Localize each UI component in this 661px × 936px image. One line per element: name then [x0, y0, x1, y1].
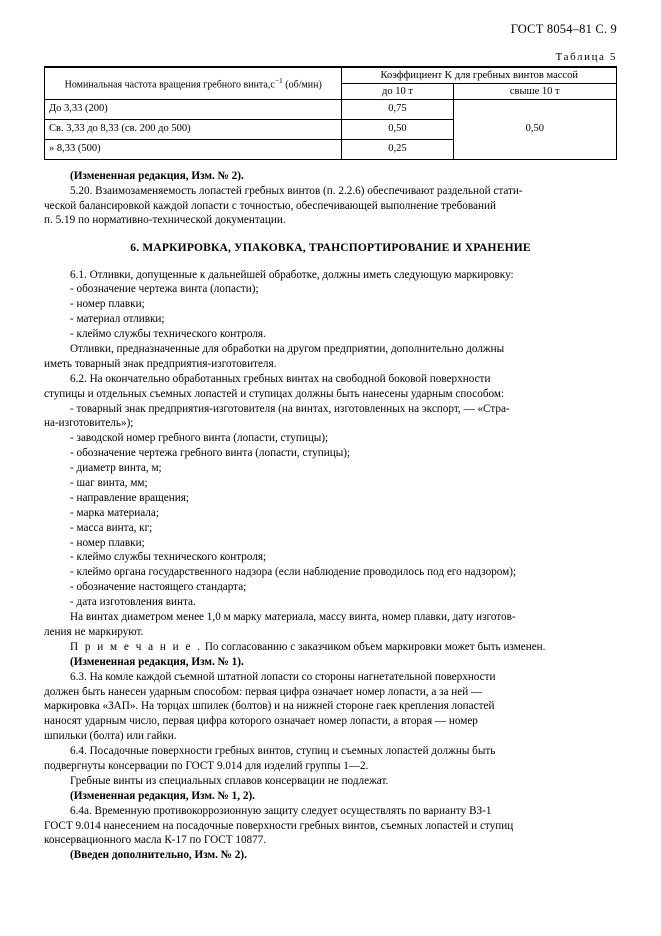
clause-6-4a-line1: 6.4а. Временную противокоррозионную защиту следует осуществлять по варианту ВЗ-1: [70, 804, 492, 817]
note-paragraph: [44, 640, 617, 655]
note-text: По согласованию с заказчиком объем маркировки может быть изменен.: [202, 640, 546, 653]
table-cell-rpm: » 8,33 (500): [45, 139, 342, 159]
table-subheader-over10: свыше 10 т: [453, 84, 616, 100]
section-heading-6: 6. МАРКИРОВКА, УПАКОВКА, ТРАНСПОРТИРОВАНИЕ И ХРАНЕНИЕ: [130, 242, 531, 255]
clause-6-1-tail-line1: Отливки, предназначенные для обработки на другом предприятии, дополнительно должны: [70, 343, 505, 356]
clause-5-20-line2: ческой балансировкой каждой лопасти с точностью, обеспечивающей выполнение требований: [44, 199, 496, 212]
clause-6-3-line3: маркировка «ЗАП». На торцах шпилек (болтов) и на нижней стороне гаек крепления лопастей: [44, 700, 495, 713]
clause-6-2-item-trademark-line1: - товарный знак предприятия-изготовителя (на винтах, изготовленных на экспорт, — «Стра-: [70, 402, 510, 415]
clause-6-2-item: - дата изготовления винта.: [70, 596, 196, 609]
clause-6-2-item: - номер плавки;: [70, 536, 145, 549]
table-cell-k-upto10: 0,75: [342, 100, 453, 120]
clause-6-4a-line3: консервационного масла К-17 по ГОСТ 10877.: [44, 834, 267, 847]
clause-6-4a-line2: ГОСТ 9.014 нанесением на посадочные поверхности гребных винтов, съемных лопастей и ступиц: [44, 819, 514, 832]
introduced-note: (Введен дополнительно, Изм. № 2).: [70, 849, 247, 862]
table-cell-rpm: До 3,33 (200): [45, 100, 342, 120]
clause-6-2-tail-line2: ления не маркируют.: [44, 625, 144, 638]
note-label: П р и м е ч а н и е .: [70, 640, 203, 653]
table-cell-rpm: Св. 3,33 до 8,33 (св. 200 до 500): [45, 119, 342, 139]
table-cell-k-upto10: 0,50: [342, 119, 453, 139]
page-number: С. 9: [595, 22, 617, 36]
clause-6-2-tail-line1: На винтах диаметром менее 1,0 м марку материала, массу винта, номер плавки, дату изготов-: [70, 611, 516, 624]
clause-6-4-line1: 6.4. Посадочные поверхности гребных винтов, ступиц и съемных лопастей должны быть: [70, 745, 496, 758]
clause-6-2-line2: ступицы и отдельных съемных лопастей и ступицах должны быть нанесены ударным способом:: [44, 387, 505, 400]
table-caption: Таблица 5: [555, 51, 617, 63]
table-header-rpm: Номинальная частота вращения гребного $винта,с^{-1}$ (об/мин): [45, 67, 342, 100]
table-cell-k-over10: 0,50: [453, 100, 616, 160]
table-subheader-upto10: до 10 т: [342, 84, 453, 100]
clause-6-4-line2: подвергнуты консервации по ГОСТ 9.014 для изделий группы 1—2.: [44, 759, 369, 772]
table-header-coefficient: Коэффициент K для гребных винтов массой: [342, 67, 617, 84]
standard-number: ГОСТ 8054–81: [510, 22, 593, 36]
clause-6-2-item: - направление вращения;: [70, 491, 189, 504]
coefficient-table: [44, 66, 617, 160]
clause-6-1-item: - номер плавки;: [70, 298, 145, 311]
clause-6-3-line4: наносят ударным число, первая цифра которого означает номер лопасти, а вторая — номер: [44, 715, 478, 728]
clause-6-2-item: - масса винта, кг;: [70, 521, 153, 534]
page-header: [44, 22, 617, 37]
clause-6-1-tail-line2: иметь товарный знак предприятия-изготовителя.: [44, 357, 277, 370]
table-header-row: [45, 67, 617, 84]
superscript: −1: [274, 76, 283, 86]
table-cell-k-upto10: 0,25: [342, 139, 453, 159]
clause-5-20-line3: п. 5.19 по нормативно-технической документации.: [44, 214, 286, 227]
clause-6-2-item: - обозначение чертежа гребного винта (лопасти, ступицы);: [70, 447, 351, 460]
clause-6-2-line1: 6.2. На окончательно обработанных гребных винтах на свободной боковой поверхности: [70, 372, 491, 385]
revision-note: (Измененная редакция, Изм. № 1).: [70, 655, 244, 668]
revision-note: (Измененная редакция, Изм. № 2).: [70, 169, 244, 182]
clause-6-3-line2: должен быть нанесен ударным способом: первая цифра означает номер лопасти, а за ней —: [44, 685, 483, 698]
clause-6-2-item: - шаг винта, мм;: [70, 477, 148, 490]
revision-note: (Измененная редакция, Изм. № 1, 2).: [70, 789, 255, 802]
clause-6-1-item: - материал отливки;: [70, 313, 165, 326]
document-body: [44, 169, 617, 863]
clause-6-4-line3: Гребные винты из специальных сплавов консервации не подлежат.: [70, 774, 389, 787]
clause-6-2-item: - обозначение настоящего стандарта;: [70, 581, 247, 594]
clause-6-1-item: - обозначение чертежа винта (лопасти);: [70, 283, 259, 296]
table-row: [45, 100, 617, 120]
clause-6-3-line1: 6.3. На комле каждой съемной штатной лопасти со стороны нагнетательной поверхности: [70, 670, 496, 683]
clause-6-2-item: - заводской номер гребного винта (лопасти, ступицы);: [70, 432, 329, 445]
clause-6-2-item-trademark-line2: на-изготовитель»);: [44, 417, 134, 430]
clause-6-2-item: - клеймо органа государственного надзора (если наблюдение проводилось под его надзором);: [70, 566, 517, 579]
clause-6-2-item: - клеймо службы технического контроля;: [70, 551, 267, 564]
clause-6-2-item: - диаметр винта, м;: [70, 462, 162, 475]
clause-6-3-line5: шпильки (болта) или гайки.: [44, 730, 177, 743]
clause-6-1-item: - клеймо службы технического контроля.: [70, 328, 266, 341]
clause-5-20: 5.20. Взаимозаменяемость лопастей гребных винтов (п. 2.2.6) обеспечивают раздельной стати-: [70, 184, 523, 197]
clause-6-1: 6.1. Отливки, допущенные к дальнейшей обработке, должны иметь следующую маркировку:: [70, 268, 514, 281]
clause-6-2-item: - марка материала;: [70, 506, 159, 519]
